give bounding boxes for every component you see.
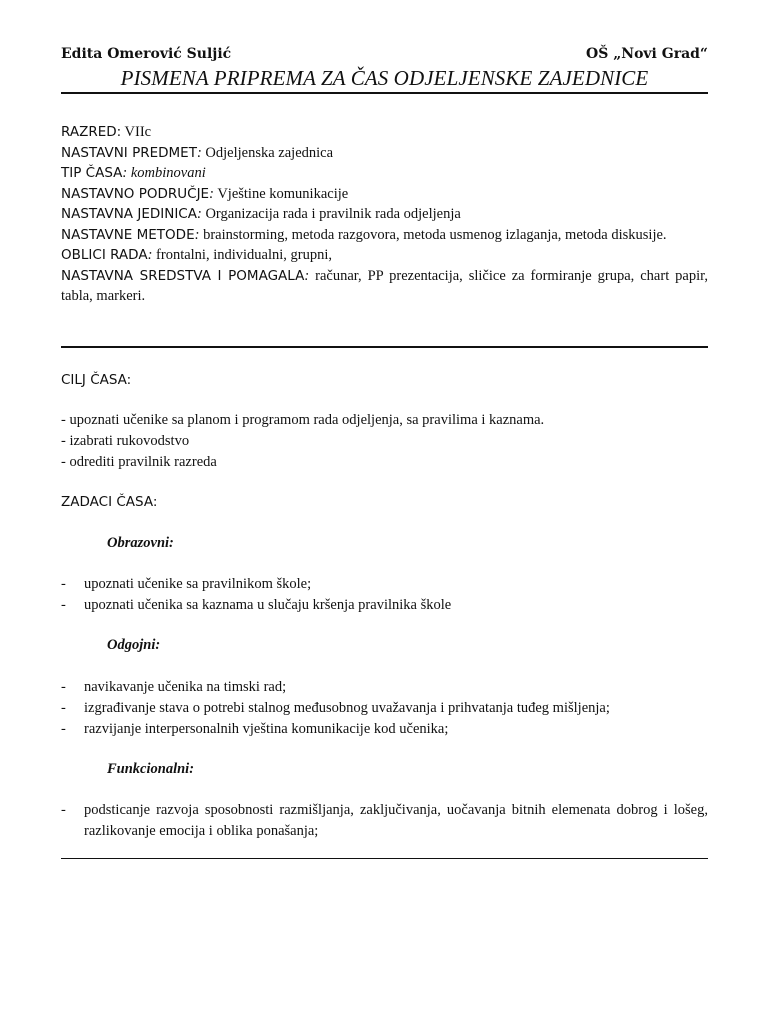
info-row-predmet: NASTAVNI PREDMET: Odjeljenska zajednica [61, 144, 334, 161]
cilj-list [61, 410, 708, 473]
info-row-razred [61, 122, 708, 143]
cilj-item: - izabrati rukovodstvo [61, 433, 190, 449]
jedinica-label: NASTAVNA JEDINICA [61, 206, 197, 222]
tip-value: kombinovani [130, 165, 206, 181]
obrazovni-item: - upoznati učenike sa pravilnikom škole; [61, 576, 312, 592]
info-row-tip: TIP ČASA: kombinovani [61, 165, 206, 181]
obrazovni-list [61, 574, 708, 616]
odgojni-item: - razvijanje interpersonalnih vještina komunikacije kod učenika; [61, 721, 449, 737]
sredstva-value: računar, PP prezentacija, sličice za formiranje grupa, chart papir, tabla, markeri. [61, 267, 709, 304]
author-name: Edita Omerović Suljić [61, 46, 232, 62]
razred-label: RAZRED: [61, 124, 122, 140]
info-row-jedinica: NASTAVNA JEDINICA: Organizacija rada i pravilnik rada odjeljenja [61, 206, 461, 222]
cilj-item: - odrediti pravilnik razreda [61, 454, 217, 470]
info-row-podrucje: NASTAVNO PODRUČJE: Vještine komunikacije [61, 185, 349, 202]
lesson-info [61, 122, 708, 307]
metode-value: brainstorming, metoda razgovora, metoda usmenog izlaganja, metoda diskusije. [203, 226, 667, 243]
predmet-label: NASTAVNI PREDMET [61, 144, 197, 161]
metode-label: NASTAVNE METODE [61, 226, 195, 243]
info-row-oblici: OBLICI RADA: frontalni, individualni, grupni, [61, 247, 333, 263]
odgojni-list [61, 677, 708, 740]
odgojni-item: - navikavanje učenika na timski rad; [61, 679, 287, 695]
sredstva-label: NASTAVNA SREDSTVA I POMAGALA [61, 267, 305, 284]
info-row-sredstva: NASTAVNA SREDSTVA I POMAGALA: računar, PP prezentacija, sličice za formiranje grupa, chart papir, tabla, markeri. [61, 267, 709, 304]
zadaci-section [61, 492, 708, 513]
funkcionalni-heading: Funkcionalni: [107, 761, 195, 777]
funkcionalni-item: - podsticanje razvoja sposobnosti razmišljanja, zaključivanja, uočavanja bitnih elemenata dobrog i lošeg, razlikovanje emocija i oblika ponašanja; [61, 802, 708, 839]
odgojni-heading: Odgojni: [107, 637, 161, 653]
cilj-heading: CILJ ČASA: [61, 372, 132, 388]
obrazovni-heading: Obrazovni: [107, 535, 174, 551]
header-divider [61, 92, 708, 94]
podrucje-label: NASTAVNO PODRUČJE [61, 185, 210, 202]
predmet-value: Odjeljenska zajednica [205, 144, 334, 161]
info-row-metode: NASTAVNE METODE: brainstorming, metoda razgovora, metoda usmenog izlaganja, metoda diskusije. [61, 226, 667, 243]
zadaci-heading: ZADACI ČASA: [61, 494, 158, 510]
info-divider [61, 346, 708, 348]
school-name: OŠ „Novi Grad“ [586, 46, 708, 62]
odgojni-item: - izgrađivanje stava o potrebi stalnog međusobnog uvažavanja i prihvatanja tuđeg mišljenja; [61, 700, 610, 716]
footer-divider [61, 858, 708, 859]
oblici-label: OBLICI RADA [61, 247, 148, 263]
tip-label: TIP ČASA [61, 165, 123, 181]
cilj-item: - upoznati učenike sa planom i programom rada odjeljenja, sa pravilima i kaznama. [61, 412, 545, 428]
funkcionalni-list [61, 800, 708, 842]
podrucje-value: Vještine komunikacije [217, 185, 349, 202]
document-title: PISMENA PRIPREMA ZA ČAS ODJELJENSKE ZAJEDNICE [120, 66, 649, 90]
jedinica-value: Organizacija rada i pravilnik rada odjeljenja [205, 206, 461, 222]
obrazovni-item: - upoznati učenika sa kaznama u slučaju kršenja pravilnika škole [61, 597, 452, 613]
header-row [61, 44, 708, 64]
cilj-section [61, 370, 708, 391]
razred-value: VIIc [124, 124, 152, 140]
oblici-value: frontalni, individualni, grupni, [156, 247, 333, 263]
